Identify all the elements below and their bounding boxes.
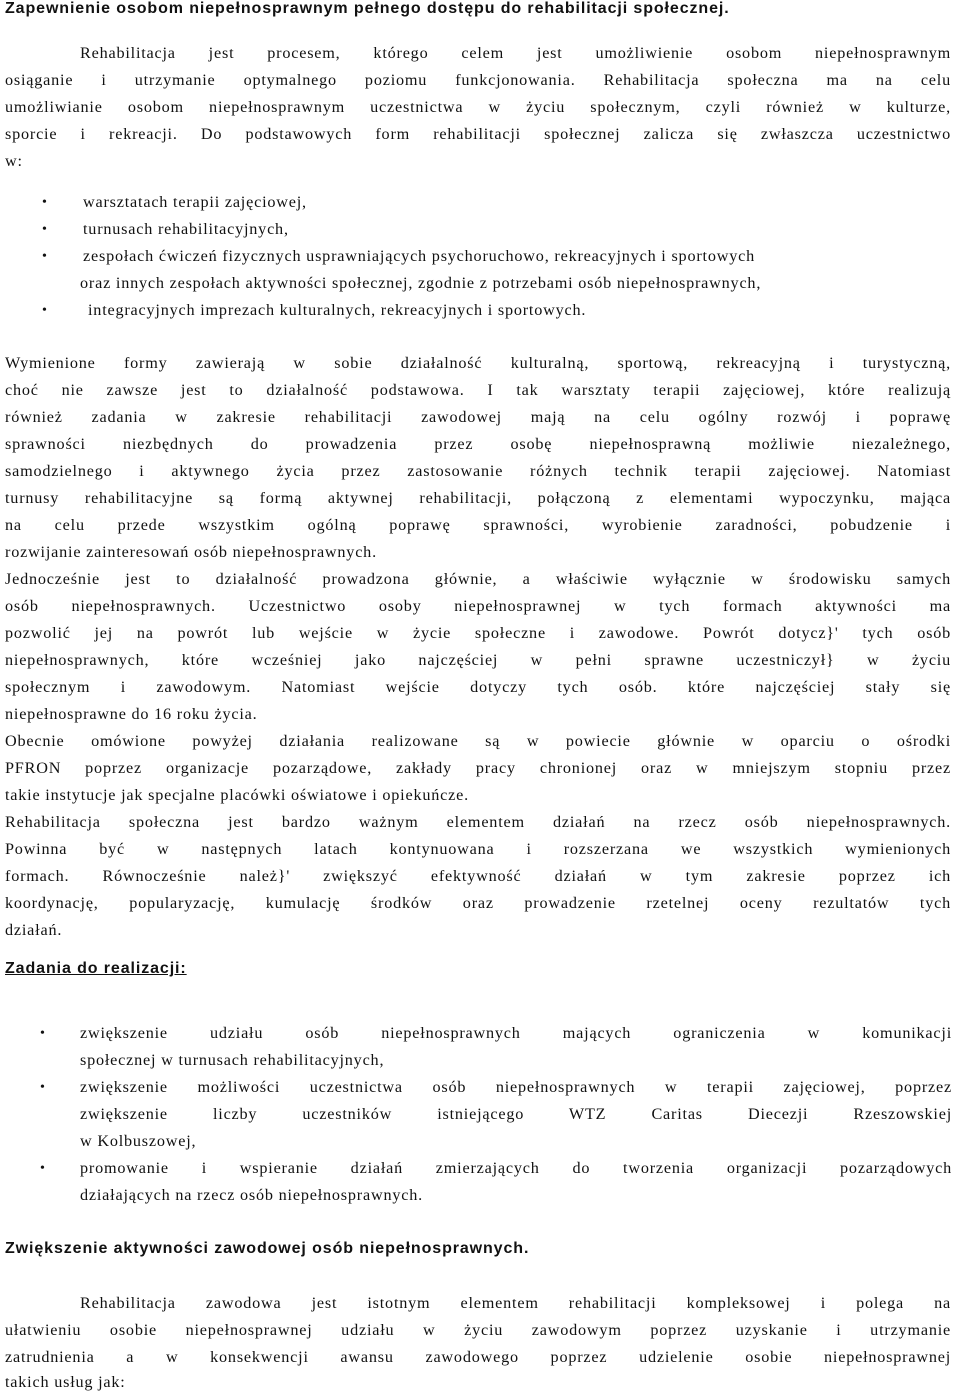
section-heading-tasks: Zadania do realizacji:: [5, 960, 187, 977]
list-item-text: w Kolbuszowej,: [80, 1132, 197, 1150]
bullet-icon: •: [42, 249, 48, 264]
paragraph-line: sporcie i rekreacji. Do podstawowych form rehabilitacji społecznej zalicza się zwłaszcza uczestnictwo: [5, 125, 951, 143]
paragraph-line: Rehabilitacja społeczna jest bardzo ważnym elementem działań na rzecz osób niepełnosprawnych.: [5, 813, 951, 831]
bullet-icon: •: [40, 1161, 46, 1176]
paragraph-line: sprawności niezbędnych do prowadzenia przez osobę niepełnosprawną możliwie niezależnego,: [5, 435, 951, 453]
paragraph-line: osób niepełnosprawnych. Uczestnictwo osoby niepełnosprawnej w tych formach aktywności ma: [5, 597, 951, 615]
bullet-icon: •: [42, 303, 48, 318]
paragraph-line: Rehabilitacja jest procesem, którego celem jest umożliwienie osobom niepełnosprawnym: [80, 44, 951, 62]
paragraph-line: osiąganie i utrzymanie optymalnego poziomu funkcjonowania. Rehabilitacja społeczna ma na celu: [5, 71, 951, 89]
list-item-text: integracyjnych imprezach kulturalnych, rekreacyjnych i sportowych.: [88, 301, 587, 319]
paragraph-line: niepełnosprawnych, które wcześniej jako najczęściej w pełni sprawne uczestniczył} w życiu: [5, 651, 951, 669]
paragraph-line: samodzielnego i aktywnego życia przez zastosowanie różnych technik terapii zajęciowej. Natomiast: [5, 462, 951, 480]
paragraph-line: takich usług jak:: [5, 1373, 126, 1391]
paragraph-line: w:: [5, 152, 23, 170]
list-item-text: zespołach ćwiczeń fizycznych usprawniających psychoruchowo, rekreacyjnych i sportowych: [83, 247, 755, 265]
section-heading-professional-activity: Zwiększenie aktywności zawodowej osób niepełnosprawnych.: [5, 1240, 530, 1257]
list-item-text: warsztatach terapii zajęciowej,: [83, 193, 307, 211]
bullet-icon: •: [42, 195, 48, 210]
paragraph-line: społecznym i zawodowym. Natomiast wejście dotyczy tych osób. które najczęściej stały się: [5, 678, 951, 696]
paragraph-line: Jednocześnie jest to działalność prowadzona głównie, a właściwie wyłącznie w środowisku samych: [5, 570, 951, 588]
list-item-text: działających na rzecz osób niepełnosprawnych.: [80, 1186, 423, 1204]
paragraph-line: formach. Równocześnie należ}' zwiększyć efektywność działań w tym zakresie poprzez ich: [5, 867, 951, 885]
paragraph-line: Rehabilitacja zawodowa jest istotnym elementem rehabilitacji kompleksowej i polega na: [80, 1294, 951, 1312]
paragraph-line: Wymienione formy zawierają w sobie działalność kulturalną, sportową, rekreacyjną i turystyczną,: [5, 354, 951, 372]
list-item-text: zwiększenie możliwości uczestnictwa osób niepełnosprawnych w terapii zajęciowej, poprzez: [80, 1078, 952, 1096]
paragraph-line: Powinna być w następnych latach kontynuowana i rozszerzana we wszystkich wymienionych: [5, 840, 951, 858]
list-item-text: oraz innych zespołach aktywności społecznej, zgodnie z potrzebami osób niepełnosprawnych,: [80, 274, 762, 292]
paragraph-line: koordynację, popularyzację, kumulację środków oraz prowadzenie rzetelnej oceny rezultatów tych: [5, 894, 951, 912]
list-item-text: promowanie i wspieranie działań zmierzających do tworzenia organizacji pozarządowych: [80, 1159, 952, 1177]
paragraph-line: również zadania w zakresie rehabilitacji zawodowej mają na celu ogólny rozwój i poprawę: [5, 408, 951, 426]
paragraph-line: ułatwieniu osobie niepełnosprawnej udziału w życiu zawodowym poprzez uzyskanie i utrzymanie: [5, 1321, 951, 1339]
paragraph-line: umożliwianie osobom niepełnosprawnym uczestnictwa w życiu społecznym, czyli również w kulturze,: [5, 98, 951, 116]
paragraph-line: na celu przede wszystkim ogólną poprawę sprawności, wyrobienie zaradności, pobudzenie i: [5, 516, 951, 534]
bullet-icon: •: [40, 1026, 46, 1041]
paragraph-line: niepełnosprawne do 16 roku życia.: [5, 705, 258, 723]
paragraph-line: PFRON poprzez organizacje pozarządowe, zakłady pracy chronionej oraz w mniejszym stopniu przez: [5, 759, 951, 777]
paragraph-line: turnusy rehabilitacyjne są formą aktywnej rehabilitacji, połączoną z elementami wypoczynku, mająca: [5, 489, 951, 507]
paragraph-line: rozwijanie zainteresowań osób niepełnosprawnych.: [5, 543, 377, 561]
paragraph-line: takie instytucje jak specjalne placówki oświatowe i opiekuńcze.: [5, 786, 469, 804]
list-item-text: zwiększenie udziału osób niepełnosprawnych mających ograniczenia w komunikacji: [80, 1024, 952, 1042]
bullet-icon: •: [40, 1080, 46, 1095]
paragraph-line: Obecnie omówione powyżej działania realizowane są w powiecie głównie w oparciu o ośrodki: [5, 732, 951, 750]
bullet-icon: •: [42, 222, 48, 237]
section-heading-rehabilitation-access: Zapewnienie osobom niepełnosprawnym pełnego dostępu do rehabilitacji społecznej.: [5, 0, 730, 17]
paragraph-line: zatrudnienia a w konsekwencji awansu zawodowego poprzez udzielenie osobie niepełnosprawnej: [5, 1348, 951, 1366]
list-item-text: społecznej w turnusach rehabilitacyjnych,: [80, 1051, 385, 1069]
paragraph-line: choć nie zawsze jest to działalność podstawowa. I tak warsztaty terapii zajęciowej, które realizują: [5, 381, 951, 399]
list-item-text: turnusach rehabilitacyjnych,: [83, 220, 289, 238]
paragraph-line: działań.: [5, 921, 63, 939]
paragraph-line: pozwolić jej na powrót lub wejście w życie społeczne i zawodowe. Powrót dotycz}' tych osób: [5, 624, 951, 642]
list-item-text: zwiększenie liczby uczestników istniejącego WTZ Caritas Diecezji Rzeszowskiej: [80, 1105, 952, 1123]
